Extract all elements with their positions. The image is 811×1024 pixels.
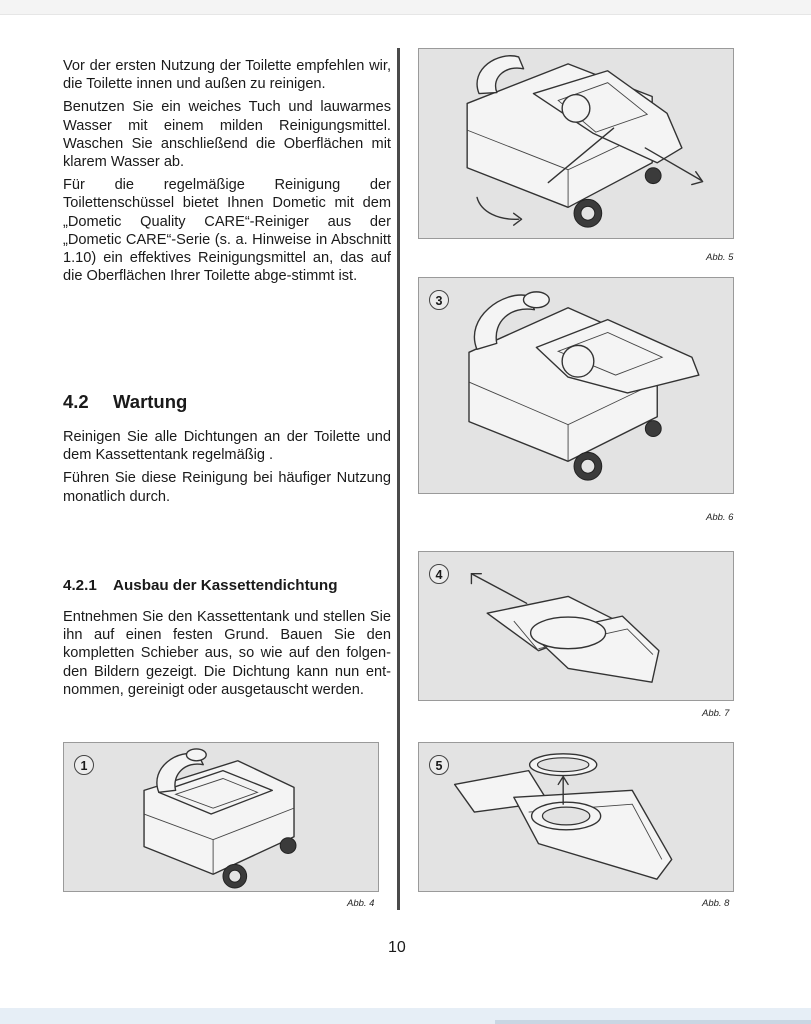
- section-number: 4.2.1: [63, 577, 97, 594]
- figure-caption: Abb. 6: [706, 512, 734, 523]
- section-number: 4.2: [63, 391, 89, 412]
- figure-step-2: [418, 48, 734, 239]
- step-badge: 4: [429, 564, 449, 584]
- cassette-tank-slider-open-illustration: [419, 49, 733, 238]
- section-title: Wartung: [113, 391, 188, 412]
- figure-caption: Abb. 7: [702, 708, 730, 719]
- intro-paragraph: Vor der ersten Nutzung der Toilette empfehlen wir, die Toilette innen und außen zu reinigen.: [63, 58, 391, 93]
- section-paragraph: Entnehmen Sie den Kassettentank und stellen Sie ihn auf einen festen Grund. Bauen Sie den kompletten Schieber aus, so wie auf den folgen-den Bildern gezeigt. Die Dichtung kann nun ent-nommen, gereinigt oder ausgetauscht werden.: [63, 609, 391, 698]
- figure-caption: Abb. 4: [347, 898, 375, 909]
- section-heading-4-2-1: [63, 577, 337, 594]
- intro-paragraph: Benutzen Sie ein weiches Tuch und lauwarmes Wasser mit einem milden Reinigungsmittel. Waschen Sie anschließend die Oberflächen mit klarem Wasser ab.: [63, 99, 391, 171]
- intro-text-block: [63, 57, 391, 290]
- figure-caption: Abb. 5: [706, 252, 734, 263]
- figure-caption: Abb. 8: [702, 898, 730, 909]
- section-heading-4-2: [63, 391, 187, 413]
- step-badge: 1: [74, 755, 94, 775]
- figure-step-3: [418, 277, 734, 494]
- section-paragraph: Reinigen Sie alle Dichtungen an der Toilette und dem Kassettentank regelmäßig .: [63, 429, 391, 464]
- section-paragraph: Führen Sie diese Reinigung bei häufiger Nutzung monatlich durch.: [63, 470, 391, 505]
- figure-step-4: [418, 551, 734, 701]
- viewer-top-bar: [0, 0, 811, 15]
- step-badge: 5: [429, 755, 449, 775]
- figure-step-1: [63, 742, 379, 892]
- scrollbar-thumb[interactable]: [495, 1020, 811, 1024]
- figure-step-5: [418, 742, 734, 892]
- column-divider: [397, 48, 400, 910]
- section-4-2-1-body: [63, 608, 391, 704]
- cassette-tank-illustration: [64, 743, 378, 891]
- cassette-tank-slider-removed-illustration: [419, 278, 733, 493]
- slider-assembly-illustration: [419, 552, 733, 700]
- section-title: Ausbau der Kassettendichtung: [113, 577, 338, 594]
- intro-paragraph: Für die regelmäßige Reinigung der Toilettenschüssel bietet Ihnen Dometic mit dem „Dometic Quality CARE“-Reiniger aus der „Dometic CARE“-Serie (s. a. Hinweise in Abschnitt 1.10) ein effektives Reinigungsmittel an, das auf die Oberflächen Ihrer Toilette abge-stimmt ist.: [63, 177, 391, 285]
- seal-removal-illustration: [419, 743, 733, 891]
- section-4-2-body: [63, 428, 391, 511]
- viewer-bottom-scrollbar[interactable]: [0, 1008, 811, 1024]
- step-badge: 3: [429, 290, 449, 310]
- page-number: 10: [388, 939, 406, 956]
